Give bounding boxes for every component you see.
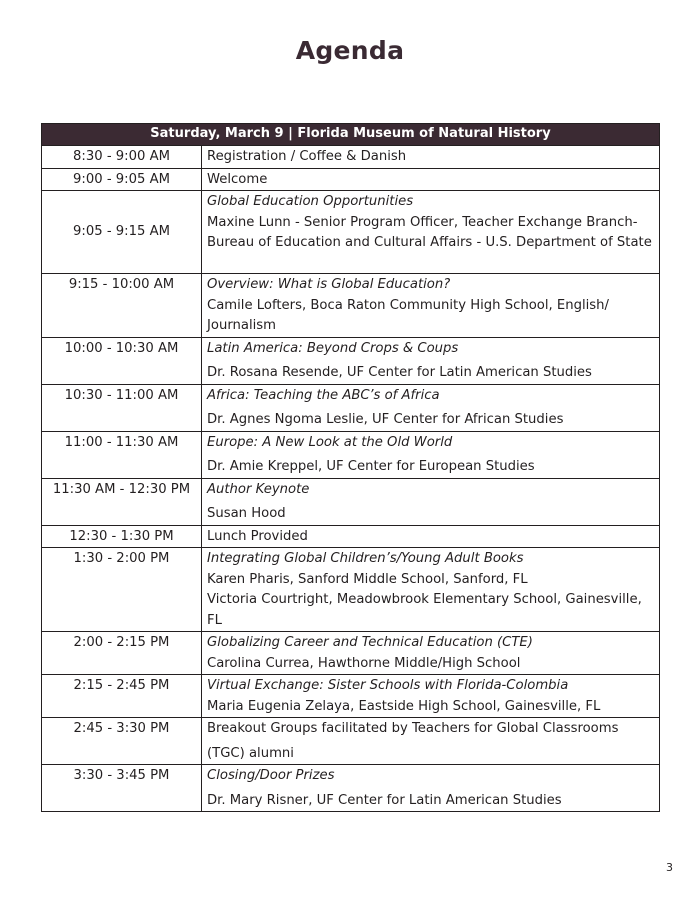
- row-time: 3:30 - 3:45 PM: [42, 765, 202, 812]
- session-detail: Dr. Rosana Resende, UF Center for Latin American Studies: [207, 365, 592, 380]
- row-event: Welcome: [202, 168, 660, 191]
- session-detail: (TGC) alumni: [207, 745, 294, 761]
- row-time: 10:00 - 10:30 AM: [42, 337, 202, 384]
- session-detail: Victoria Courtright, Meadowbrook Elementary School, Gainesville, FL: [207, 592, 642, 628]
- row-time: 12:30 - 1:30 PM: [42, 525, 202, 548]
- row-event: [202, 675, 660, 718]
- row-time: 8:30 - 9:00 AM: [42, 146, 202, 169]
- table-row: [42, 191, 660, 274]
- row-time: 9:05 - 9:15 AM: [42, 191, 202, 274]
- table-row: [42, 478, 660, 525]
- session-detail: Maria Eugenia Zelaya, Eastside High School, Gainesville, FL: [207, 698, 601, 714]
- page-number: 3: [666, 861, 673, 874]
- session-detail: Susan Hood: [207, 506, 286, 521]
- session-title: Europe: A New Look at the Old World: [207, 434, 453, 450]
- row-event: [202, 384, 660, 431]
- session-title: Global Education Opportunities: [207, 194, 414, 209]
- agenda-header: Saturday, March 9 | Florida Museum of Natural History: [42, 124, 660, 146]
- row-event: [202, 337, 660, 384]
- session-detail: Karen Pharis, Sanford Middle School, Sanford, FL: [207, 571, 528, 587]
- row-time: 2:15 - 2:45 PM: [42, 675, 202, 718]
- row-event: [202, 632, 660, 675]
- row-event: [202, 718, 660, 765]
- row-time: 1:30 - 2:00 PM: [42, 548, 202, 632]
- table-row: [42, 548, 660, 632]
- session-title: Latin America: Beyond Crops & Coups: [207, 340, 459, 356]
- session-title: Author Keynote: [207, 481, 310, 497]
- row-event: [202, 548, 660, 632]
- session-title: Virtual Exchange: Sister Schools with Florida-Colombia: [207, 678, 569, 693]
- session-title: Overview: What is Global Education?: [207, 277, 451, 292]
- session-detail: Dr. Mary Risner, UF Center for Latin American Studies: [207, 792, 562, 808]
- row-time: 11:30 AM - 12:30 PM: [42, 478, 202, 525]
- table-row: [42, 525, 660, 548]
- table-row: [42, 765, 660, 812]
- table-row: [42, 337, 660, 384]
- session-title: Africa: Teaching the ABC’s of Africa: [207, 387, 440, 403]
- table-row: [42, 718, 660, 765]
- session-detail: Maxine Lunn - Senior Program Officer, Teacher Exchange Branch-Bureau of Education and Cultural Affairs - U.S. Department of State: [207, 214, 652, 250]
- session-title: Closing/Door Prizes: [207, 768, 335, 783]
- row-time: 9:00 - 9:05 AM: [42, 168, 202, 191]
- table-row: [42, 146, 660, 169]
- row-event: [202, 478, 660, 525]
- row-event: [202, 274, 660, 338]
- agenda-header-row: [42, 124, 660, 146]
- session-title: Integrating Global Children’s/Young Adult Books: [207, 551, 524, 566]
- row-time: 2:00 - 2:15 PM: [42, 632, 202, 675]
- row-event: Lunch Provided: [202, 525, 660, 548]
- row-event: [202, 765, 660, 812]
- table-row: [42, 431, 660, 478]
- row-event: Registration / Coffee & Danish: [202, 146, 660, 169]
- row-time: 2:45 - 3:30 PM: [42, 718, 202, 765]
- session-detail: Camile Lofters, Boca Raton Community High School, English/ Journalism: [207, 297, 609, 333]
- agenda-table: [41, 123, 660, 812]
- session-title: Globalizing Career and Technical Education (CTE): [207, 635, 533, 650]
- row-time: 11:00 - 11:30 AM: [42, 431, 202, 478]
- session-detail: Carolina Currea, Hawthorne Middle/High School: [207, 655, 521, 671]
- row-time: 9:15 - 10:00 AM: [42, 274, 202, 338]
- session-detail: Dr. Agnes Ngoma Leslie, UF Center for African Studies: [207, 412, 564, 427]
- table-row: [42, 274, 660, 338]
- table-row: [42, 675, 660, 718]
- table-row: [42, 384, 660, 431]
- page-title: Agenda: [295, 36, 405, 65]
- session-detail: Breakout Groups facilitated by Teachers for Global Classrooms: [207, 721, 619, 736]
- row-time: 10:30 - 11:00 AM: [42, 384, 202, 431]
- row-event: [202, 191, 660, 274]
- table-row: [42, 168, 660, 191]
- table-row: [42, 632, 660, 675]
- session-detail: Dr. Amie Kreppel, UF Center for European Studies: [207, 459, 535, 474]
- row-event: [202, 431, 660, 478]
